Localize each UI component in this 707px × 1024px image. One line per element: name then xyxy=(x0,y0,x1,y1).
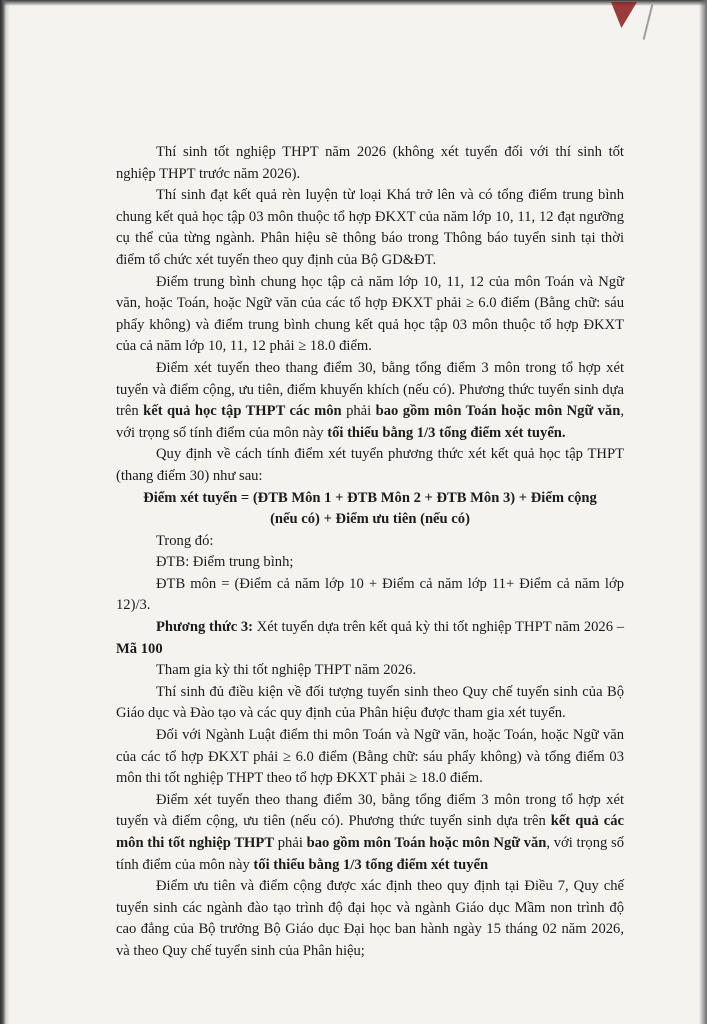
text-segment: Điểm xét tuyển theo thang điểm 30, bằng tổng điểm 3 môn trong tổ hợp xét tuyển và điểm cộng, ưu tiên, điểm khuyến khích (nếu có). Phương thức tuyển sinh dựa trên xyxy=(116,359,624,420)
bold-segment: tối thiểu bằng 1/3 tổng điểm xét tuyển xyxy=(253,856,489,873)
paragraph-priority-points: Điểm ưu tiên và điểm cộng được xác định theo quy định tại Điều 7, Quy chế tuyển sinh các ngành đào tạo trình độ đại học và ngành Giáo dục Mầm non trình độ cao đẳng của Bộ trưởng Bộ Giáo dục Đại học ban hành ngày 15 tháng 02 năm 2026, và theo Quy chế tuyển sinh của Phân hiệu; xyxy=(116,878,624,959)
bold-segment: tối thiểu bằng 1/3 tổng điểm xét tuyển. xyxy=(327,424,566,441)
bold-segment: bao gồm môn Toán hoặc môn Ngữ văn xyxy=(306,835,547,851)
text-segment: , với trọng số tính điểm của môn này xyxy=(116,835,624,873)
method-3-code: Mã 100 xyxy=(116,640,163,657)
pen-stroke-decoration xyxy=(643,4,654,39)
paragraph-scoring-transcript xyxy=(116,358,624,444)
corner-mark-decoration xyxy=(611,2,637,28)
definition-dtb: ĐTB: Điểm trung bình; xyxy=(156,554,294,571)
paragraph-eligibility: Thí sinh đủ điều kiện về đối tượng tuyển sinh theo Quy chế tuyển sinh của Bộ Giáo dục và Đào tạo và các quy định của Phân hiệu được tham gia xét tuyển. xyxy=(116,683,624,722)
scan-edge-top xyxy=(0,0,707,6)
scan-edge-right xyxy=(699,0,707,1024)
scan-edge-left xyxy=(0,0,10,1024)
bold-segment: kết quả học tập THPT các môn xyxy=(143,403,342,420)
paragraph-scoring-exam xyxy=(116,790,624,876)
text-segment: Điểm xét tuyển theo thang điểm 30, bằng tổng điểm 3 môn trong tổ hợp xét tuyển và điểm cộng, ưu tiên (nếu có). Phương thức tuyển sinh dựa trên xyxy=(116,791,624,830)
method-3-heading xyxy=(116,617,624,660)
method-3-label: Phương thức 3: xyxy=(156,619,254,636)
method-3-text: Xét tuyển dựa trên kết quả kỳ thi tốt nghiệp THPT năm 2026 – xyxy=(253,619,624,636)
bold-segment: bao gồm môn Toán hoặc môn Ngữ văn xyxy=(375,403,621,420)
formula-line-2: (nếu có) + Điểm ưu tiên (nếu có) xyxy=(270,511,470,528)
paragraph-exam-participation: Tham gia kỳ thi tốt nghiệp THPT năm 2026. xyxy=(156,662,417,679)
paragraph-graduation: Thí sinh tốt nghiệp THPT năm 2026 (không xét tuyển đối với thí sinh tốt nghiệp THPT trước năm 2026). xyxy=(116,144,624,182)
formula-line-1: Điểm xét tuyển = (ĐTB Môn 1 + ĐTB Môn 2 + ĐTB Môn 3) + Điểm cộng xyxy=(143,489,597,506)
paragraph-formula-intro: Quy định về cách tính điểm xét tuyển phương thức xét kết quả học tập THPT (thang điểm 30) như sau: xyxy=(116,446,624,484)
bold-segment: kết quả các môn thi tốt nghiệp THPT xyxy=(116,813,624,851)
text-segment: , với trọng số tính điểm của môn này xyxy=(116,403,624,441)
paragraph-conduct: Thí sinh đạt kết quả rèn luyện từ loại Khá trở lên và có tổng điểm trung bình chung kết quả học tập 03 môn thuộc tổ hợp ĐKXT của năm lớp 10, 11, 12 đạt ngưỡng cụ thể của từng ngành. Phân hiệu sẽ thông báo trong Thông báo tuyển sinh tại thời điểm tổ chức xét tuyển theo quy định của Bộ GD&ĐT. xyxy=(116,187,624,268)
paragraph-gpa-threshold: Điểm trung bình chung học tập cả năm lớp 10, 11, 12 của môn Toán và Ngữ văn, hoặc Toán, hoặc Ngữ văn của các tổ hợp ĐKXT phải ≥ 6.0 điểm (Bằng chữ: sáu phẩy không) và điểm trung bình chung kết quả học tập 03 môn thuộc tổ hợp ĐKXT của cả năm lớp 10, 11, 12 phải ≥ 18.0 điểm. xyxy=(116,273,624,355)
where-label: Trong đó: xyxy=(156,532,214,549)
document-body xyxy=(116,142,624,963)
text-segment: phải xyxy=(274,835,307,851)
paragraph-law-threshold: Đối với Ngành Luật điểm thi môn Toán và Ngữ văn, hoặc Toán, hoặc Ngữ văn của các tổ hợp ĐKXT phải ≥ 6.0 điểm (Bằng chữ: sáu phẩy không) và tổng điểm 03 môn thi tốt nghiệp THPT theo tổ hợp ĐKXT phải ≥ 18.0 điểm. xyxy=(116,727,624,787)
definition-dtb-mon: ĐTB môn = (Điểm cả năm lớp 10 + Điểm cả năm lớp 11+ Điểm cả năm lớp 12)/3. xyxy=(116,575,624,614)
text-segment: phải xyxy=(341,403,376,420)
